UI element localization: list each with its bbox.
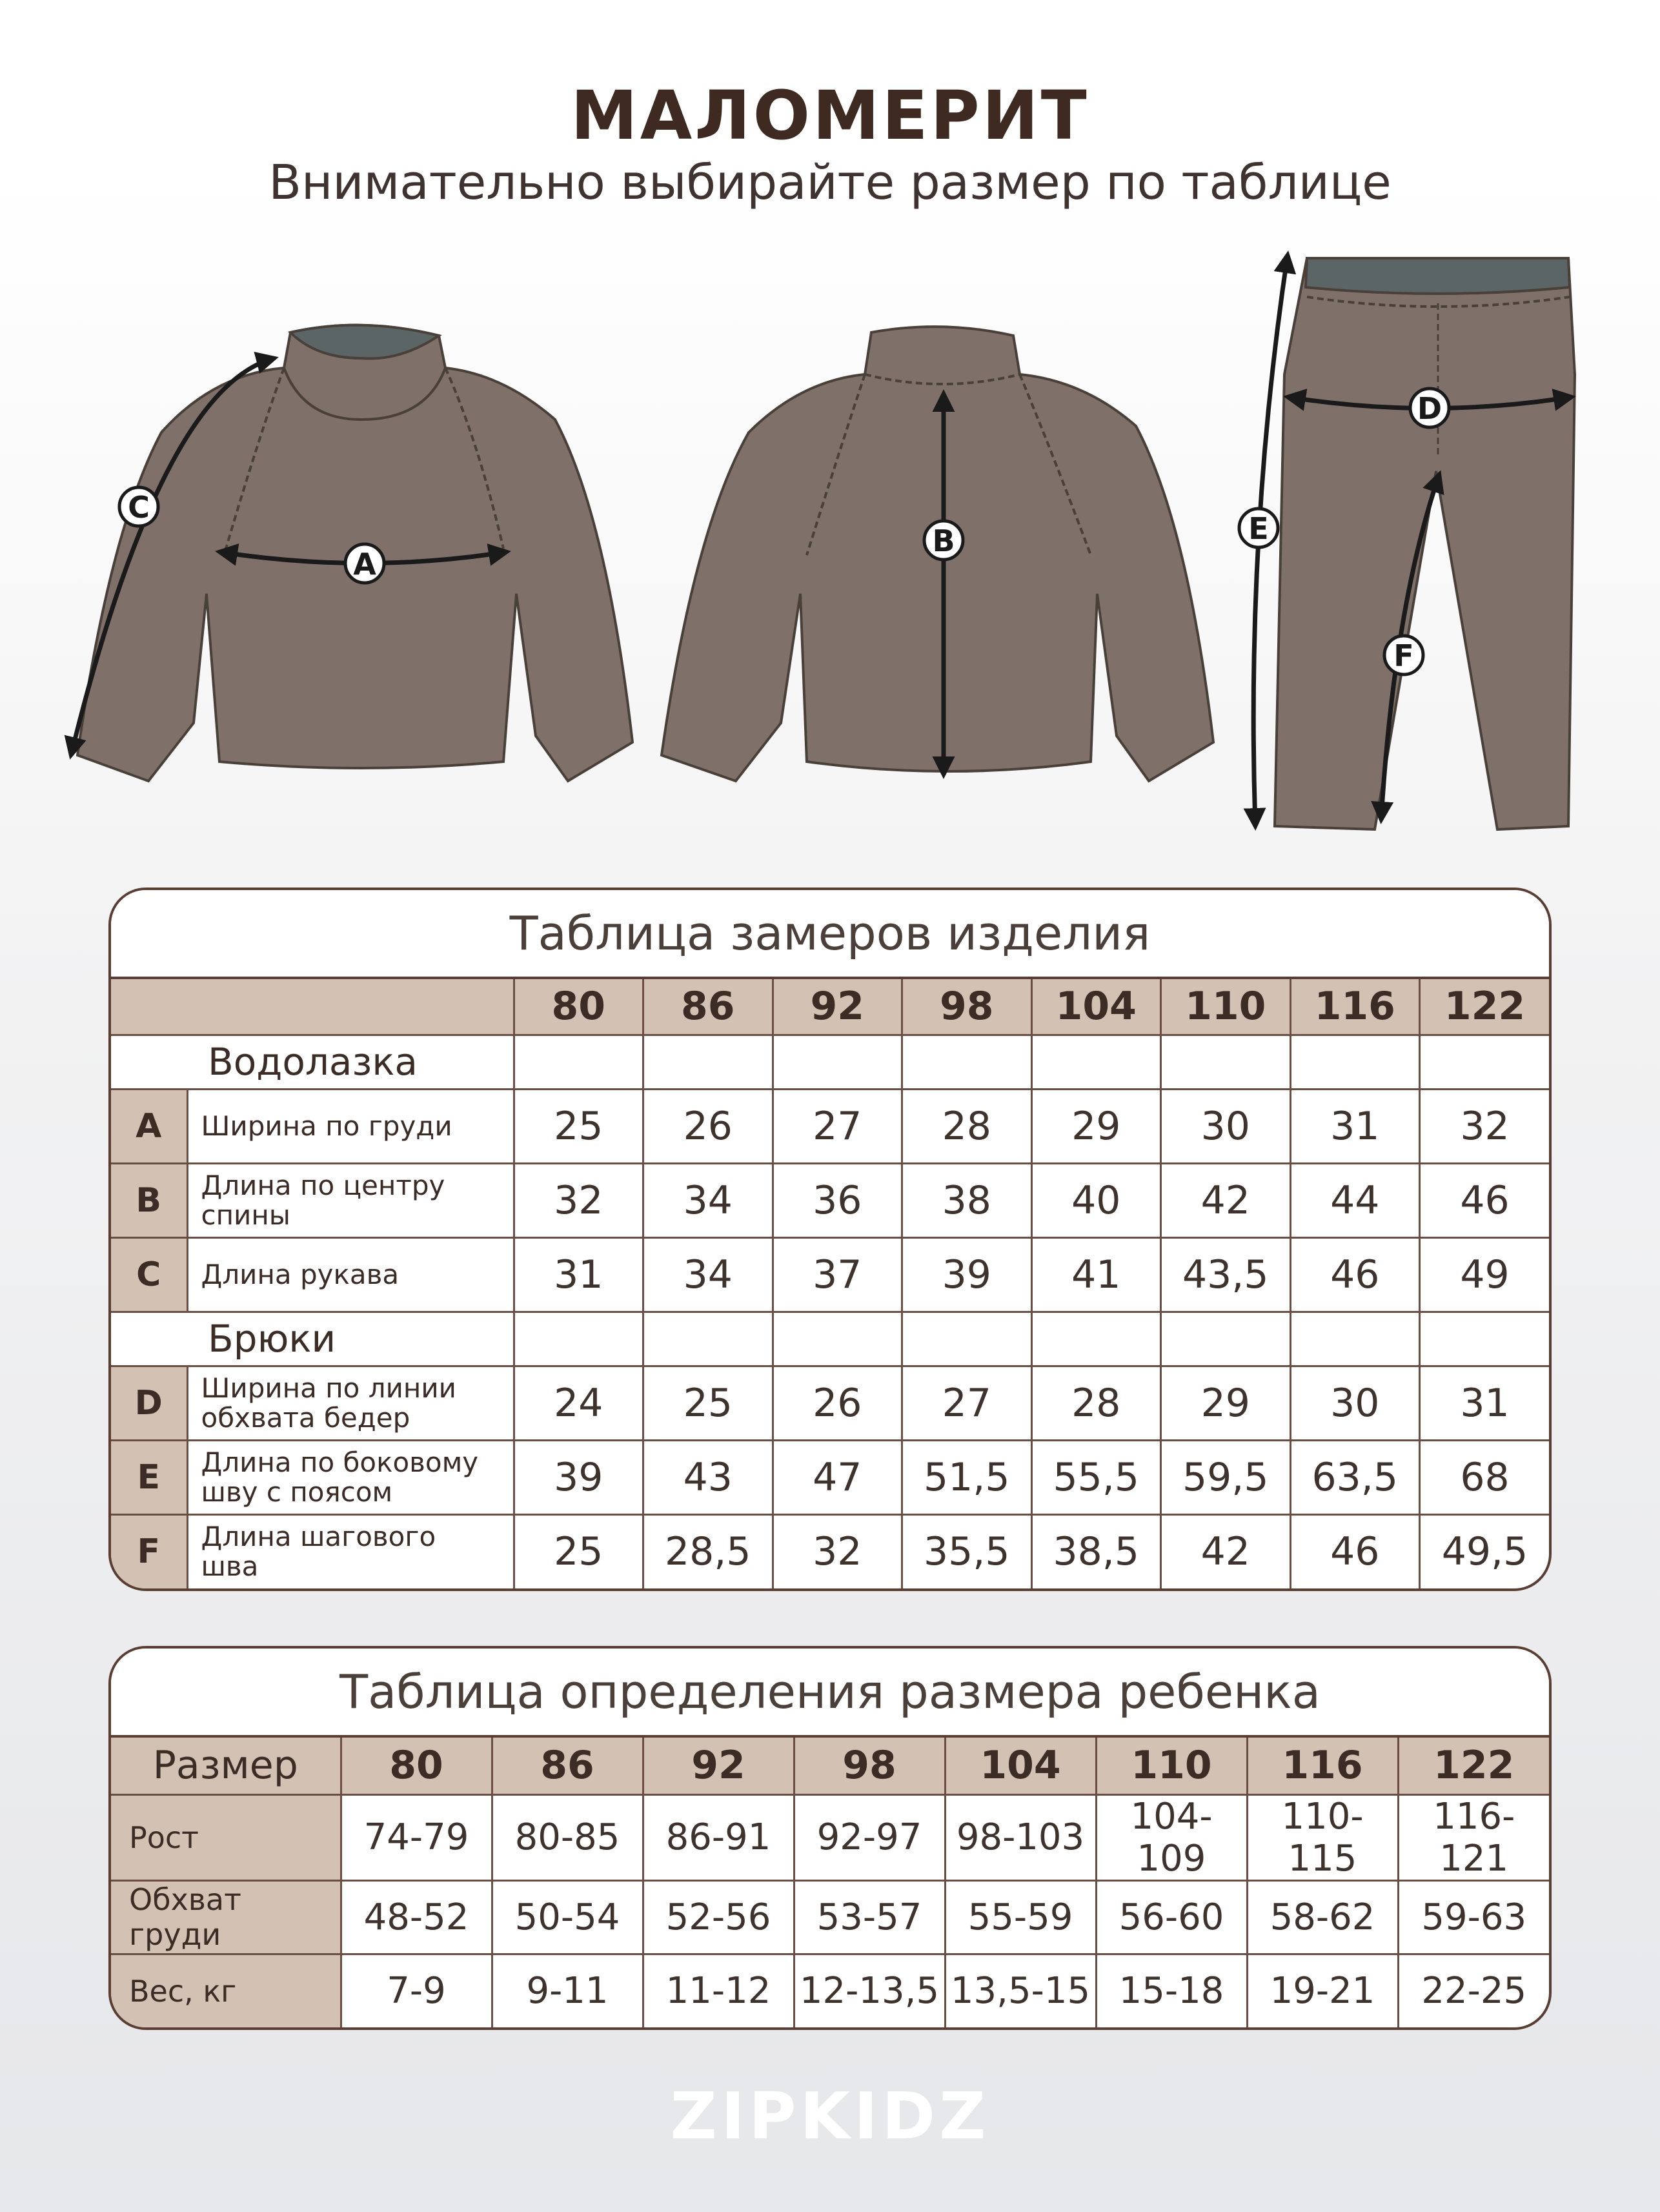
size-chart-row-label: Вес, кг <box>111 1954 341 2027</box>
section-empty-cell <box>643 1035 773 1089</box>
measurement-value: 39 <box>902 1237 1032 1312</box>
measurement-value: 31 <box>1420 1366 1550 1440</box>
section-label: Брюки <box>111 1312 514 1366</box>
size-chart-value: 53-57 <box>794 1880 945 1954</box>
size-chart-value: 52-56 <box>643 1880 794 1954</box>
measurement-value: 38,5 <box>1031 1514 1161 1588</box>
header-blank-cell <box>111 979 514 1035</box>
measurement-value: 26 <box>773 1366 902 1440</box>
size-header-cell: 98 <box>902 979 1032 1035</box>
size-chart-row <box>111 1794 1549 1880</box>
measurement-value: 46 <box>1420 1163 1550 1237</box>
size-chart-row-label: Рост <box>111 1794 341 1880</box>
measurement-label <box>187 1089 514 1163</box>
section-empty-cell <box>1031 1312 1161 1366</box>
section-empty-cell <box>773 1035 902 1089</box>
measurement-value: 30 <box>1290 1366 1420 1440</box>
marker-a: A <box>353 547 376 582</box>
size-chart-value: 12-13,5 <box>794 1954 945 2027</box>
section-label: Водолазка <box>111 1035 514 1089</box>
section-empty-cell <box>514 1035 643 1089</box>
measurement-value: 49,5 <box>1420 1514 1550 1588</box>
turtleneck-back <box>662 327 1213 781</box>
measurement-value: 28 <box>902 1089 1032 1163</box>
measurement-value: 43 <box>643 1440 773 1514</box>
measurement-value: 30 <box>1161 1089 1291 1163</box>
size-chart-value: 9-11 <box>492 1954 643 2027</box>
measurement-value: 28 <box>1031 1366 1161 1440</box>
measurements-table <box>111 979 1549 1588</box>
measurement-label <box>187 1163 514 1237</box>
size-chart-value: 50-54 <box>492 1880 643 1954</box>
marker-d: D <box>1417 391 1442 426</box>
section-empty-cell <box>1290 1035 1420 1089</box>
size-chart-value: 110-115 <box>1247 1794 1398 1880</box>
size-chart-value: 48-52 <box>341 1880 492 1954</box>
size-chart-title: Таблица определения размера ребенка <box>111 1649 1549 1738</box>
measurement-value: 28,5 <box>643 1514 773 1588</box>
measurement-value: 26 <box>643 1089 773 1163</box>
size-chart-value: 86-91 <box>643 1794 794 1880</box>
section-empty-cell <box>1420 1035 1550 1089</box>
measurement-row <box>111 1514 1549 1588</box>
size-chart-size-cell: 98 <box>794 1738 945 1794</box>
measurement-value: 32 <box>1420 1089 1550 1163</box>
section-empty-cell <box>1031 1035 1161 1089</box>
size-chart-size-cell: 80 <box>341 1738 492 1794</box>
measurement-letter: B <box>111 1163 187 1237</box>
measurement-letter: D <box>111 1366 187 1440</box>
marker-c: C <box>128 490 150 525</box>
measurement-row <box>111 1237 1549 1312</box>
size-chart-value: 116-121 <box>1398 1794 1549 1880</box>
page-subtitle: Внимательно выбирайте размер по таблице <box>268 155 1392 210</box>
size-chart-size-cell: 116 <box>1247 1738 1398 1794</box>
measurement-value: 46 <box>1290 1237 1420 1312</box>
marker-e: E <box>1248 511 1269 546</box>
measurement-label-line: Ширина по линии <box>201 1372 456 1404</box>
measurement-value: 25 <box>514 1514 643 1588</box>
size-chart-table <box>111 1738 1549 2027</box>
size-chart-value: 11-12 <box>643 1954 794 2027</box>
size-chart-value: 58-62 <box>1247 1880 1398 1954</box>
size-header-cell: 104 <box>1031 979 1161 1035</box>
measurements-title: Таблица замеров изделия <box>111 890 1549 979</box>
measurement-value: 44 <box>1290 1163 1420 1237</box>
section-empty-cell <box>643 1312 773 1366</box>
size-chart-value: 74-79 <box>341 1794 492 1880</box>
pants <box>1239 255 1575 829</box>
size-chart-size-cell: 86 <box>492 1738 643 1794</box>
measurement-value: 32 <box>514 1163 643 1237</box>
measurement-value: 29 <box>1031 1089 1161 1163</box>
measurement-row <box>111 1366 1549 1440</box>
measurement-row <box>111 1163 1549 1237</box>
measurement-value: 41 <box>1031 1237 1161 1312</box>
section-empty-cell <box>902 1312 1032 1366</box>
measurement-value: 37 <box>773 1237 902 1312</box>
measurement-label-line: Длина шагового <box>201 1521 436 1553</box>
measurement-value: 46 <box>1290 1514 1420 1588</box>
section-empty-cell <box>773 1312 902 1366</box>
size-chart-header-row <box>111 1738 1549 1794</box>
size-header-cell: 80 <box>514 979 643 1035</box>
measurement-value: 49 <box>1420 1237 1550 1312</box>
size-chart-value: 55-59 <box>945 1880 1096 1954</box>
measurement-value: 29 <box>1161 1366 1291 1440</box>
size-chart-row-label: Обхват груди <box>111 1880 341 1954</box>
measurement-value: 25 <box>514 1089 643 1163</box>
measurement-label <box>187 1366 514 1440</box>
measurement-value: 63,5 <box>1290 1440 1420 1514</box>
measurement-letter: F <box>111 1514 187 1588</box>
size-chart-size-cell: 104 <box>945 1738 1096 1794</box>
measurement-label-line: Длина по боковому <box>201 1446 479 1478</box>
measurement-value: 27 <box>902 1366 1032 1440</box>
measurement-value: 42 <box>1161 1163 1291 1237</box>
size-chart-value: 7-9 <box>341 1954 492 2027</box>
size-chart-size-cell: 110 <box>1096 1738 1247 1794</box>
measurement-value: 27 <box>773 1089 902 1163</box>
size-header-cell: 122 <box>1420 979 1550 1035</box>
section-empty-cell <box>1290 1312 1420 1366</box>
measurement-letter: A <box>111 1089 187 1163</box>
size-chart-size-cell: 122 <box>1398 1738 1549 1794</box>
measurement-label <box>187 1440 514 1514</box>
garment-illustrations <box>0 245 1660 852</box>
section-empty-cell <box>1161 1312 1291 1366</box>
measurement-value: 68 <box>1420 1440 1550 1514</box>
measurement-value: 38 <box>902 1163 1032 1237</box>
section-empty-cell <box>1420 1312 1550 1366</box>
size-header-cell: 92 <box>773 979 902 1035</box>
measurement-value: 51,5 <box>902 1440 1032 1514</box>
measurement-value: 59,5 <box>1161 1440 1291 1514</box>
measurement-row <box>111 1089 1549 1163</box>
measurement-value: 43,5 <box>1161 1237 1291 1312</box>
measurement-label-line: обхвата бедер <box>201 1401 410 1434</box>
measurement-label-line: Ширина по груди <box>201 1110 452 1142</box>
brand-logo: ZIPKIDZ <box>670 2078 990 2154</box>
measurements-panel <box>108 888 1552 1591</box>
size-chart-value: 22-25 <box>1398 1954 1549 2027</box>
size-chart-value: 13,5-15 <box>945 1954 1096 2027</box>
measurement-value: 31 <box>1290 1089 1420 1163</box>
measurement-value: 55,5 <box>1031 1440 1161 1514</box>
size-chart-value: 80-85 <box>492 1794 643 1880</box>
measurement-value: 39 <box>514 1440 643 1514</box>
measurement-value: 24 <box>514 1366 643 1440</box>
page-title: МАЛОМЕРИТ <box>571 76 1089 155</box>
measurement-label-line: Длина рукава <box>201 1258 400 1290</box>
measurement-value: 34 <box>643 1163 773 1237</box>
size-header-cell: 110 <box>1161 979 1291 1035</box>
size-chart-value: 56-60 <box>1096 1880 1247 1954</box>
section-empty-cell <box>902 1035 1032 1089</box>
size-chart-row <box>111 1880 1549 1954</box>
size-header-label: Размер <box>111 1738 341 1794</box>
section-row <box>111 1312 1549 1366</box>
measurement-value: 42 <box>1161 1514 1291 1588</box>
measurement-label <box>187 1514 514 1588</box>
measurements-header-row <box>111 979 1549 1035</box>
turtleneck-front <box>71 325 633 781</box>
size-chart-value: 15-18 <box>1096 1954 1247 2027</box>
measurement-value: 35,5 <box>902 1514 1032 1588</box>
size-header-cell: 116 <box>1290 979 1420 1035</box>
section-empty-cell <box>1161 1035 1291 1089</box>
measurement-value: 25 <box>643 1366 773 1440</box>
marker-b: B <box>932 523 955 558</box>
section-row <box>111 1035 1549 1089</box>
measurement-label-line: спины <box>201 1199 290 1231</box>
measurement-value: 47 <box>773 1440 902 1514</box>
measurement-label <box>187 1237 514 1312</box>
size-chart-panel <box>108 1646 1552 2030</box>
measurement-row <box>111 1440 1549 1514</box>
measurement-value: 40 <box>1031 1163 1161 1237</box>
marker-f: F <box>1393 638 1414 673</box>
measurement-label-line: Длина по центру <box>201 1169 445 1201</box>
measurement-value: 36 <box>773 1163 902 1237</box>
size-chart-row <box>111 1954 1549 2027</box>
size-chart-value: 59-63 <box>1398 1880 1549 1954</box>
measurement-label-line: шва <box>201 1550 259 1583</box>
section-empty-cell <box>514 1312 643 1366</box>
measurement-value: 31 <box>514 1237 643 1312</box>
measurement-label-line: шву с поясом <box>201 1476 393 1508</box>
size-chart-value: 92-97 <box>794 1794 945 1880</box>
size-chart-value: 104-109 <box>1096 1794 1247 1880</box>
size-chart-value: 19-21 <box>1247 1954 1398 2027</box>
size-chart-size-cell: 92 <box>643 1738 794 1794</box>
measurement-value: 32 <box>773 1514 902 1588</box>
measurement-value: 34 <box>643 1237 773 1312</box>
measurement-letter: E <box>111 1440 187 1514</box>
measurement-letter: C <box>111 1237 187 1312</box>
size-chart-value: 98-103 <box>945 1794 1096 1880</box>
size-header-cell: 86 <box>643 979 773 1035</box>
